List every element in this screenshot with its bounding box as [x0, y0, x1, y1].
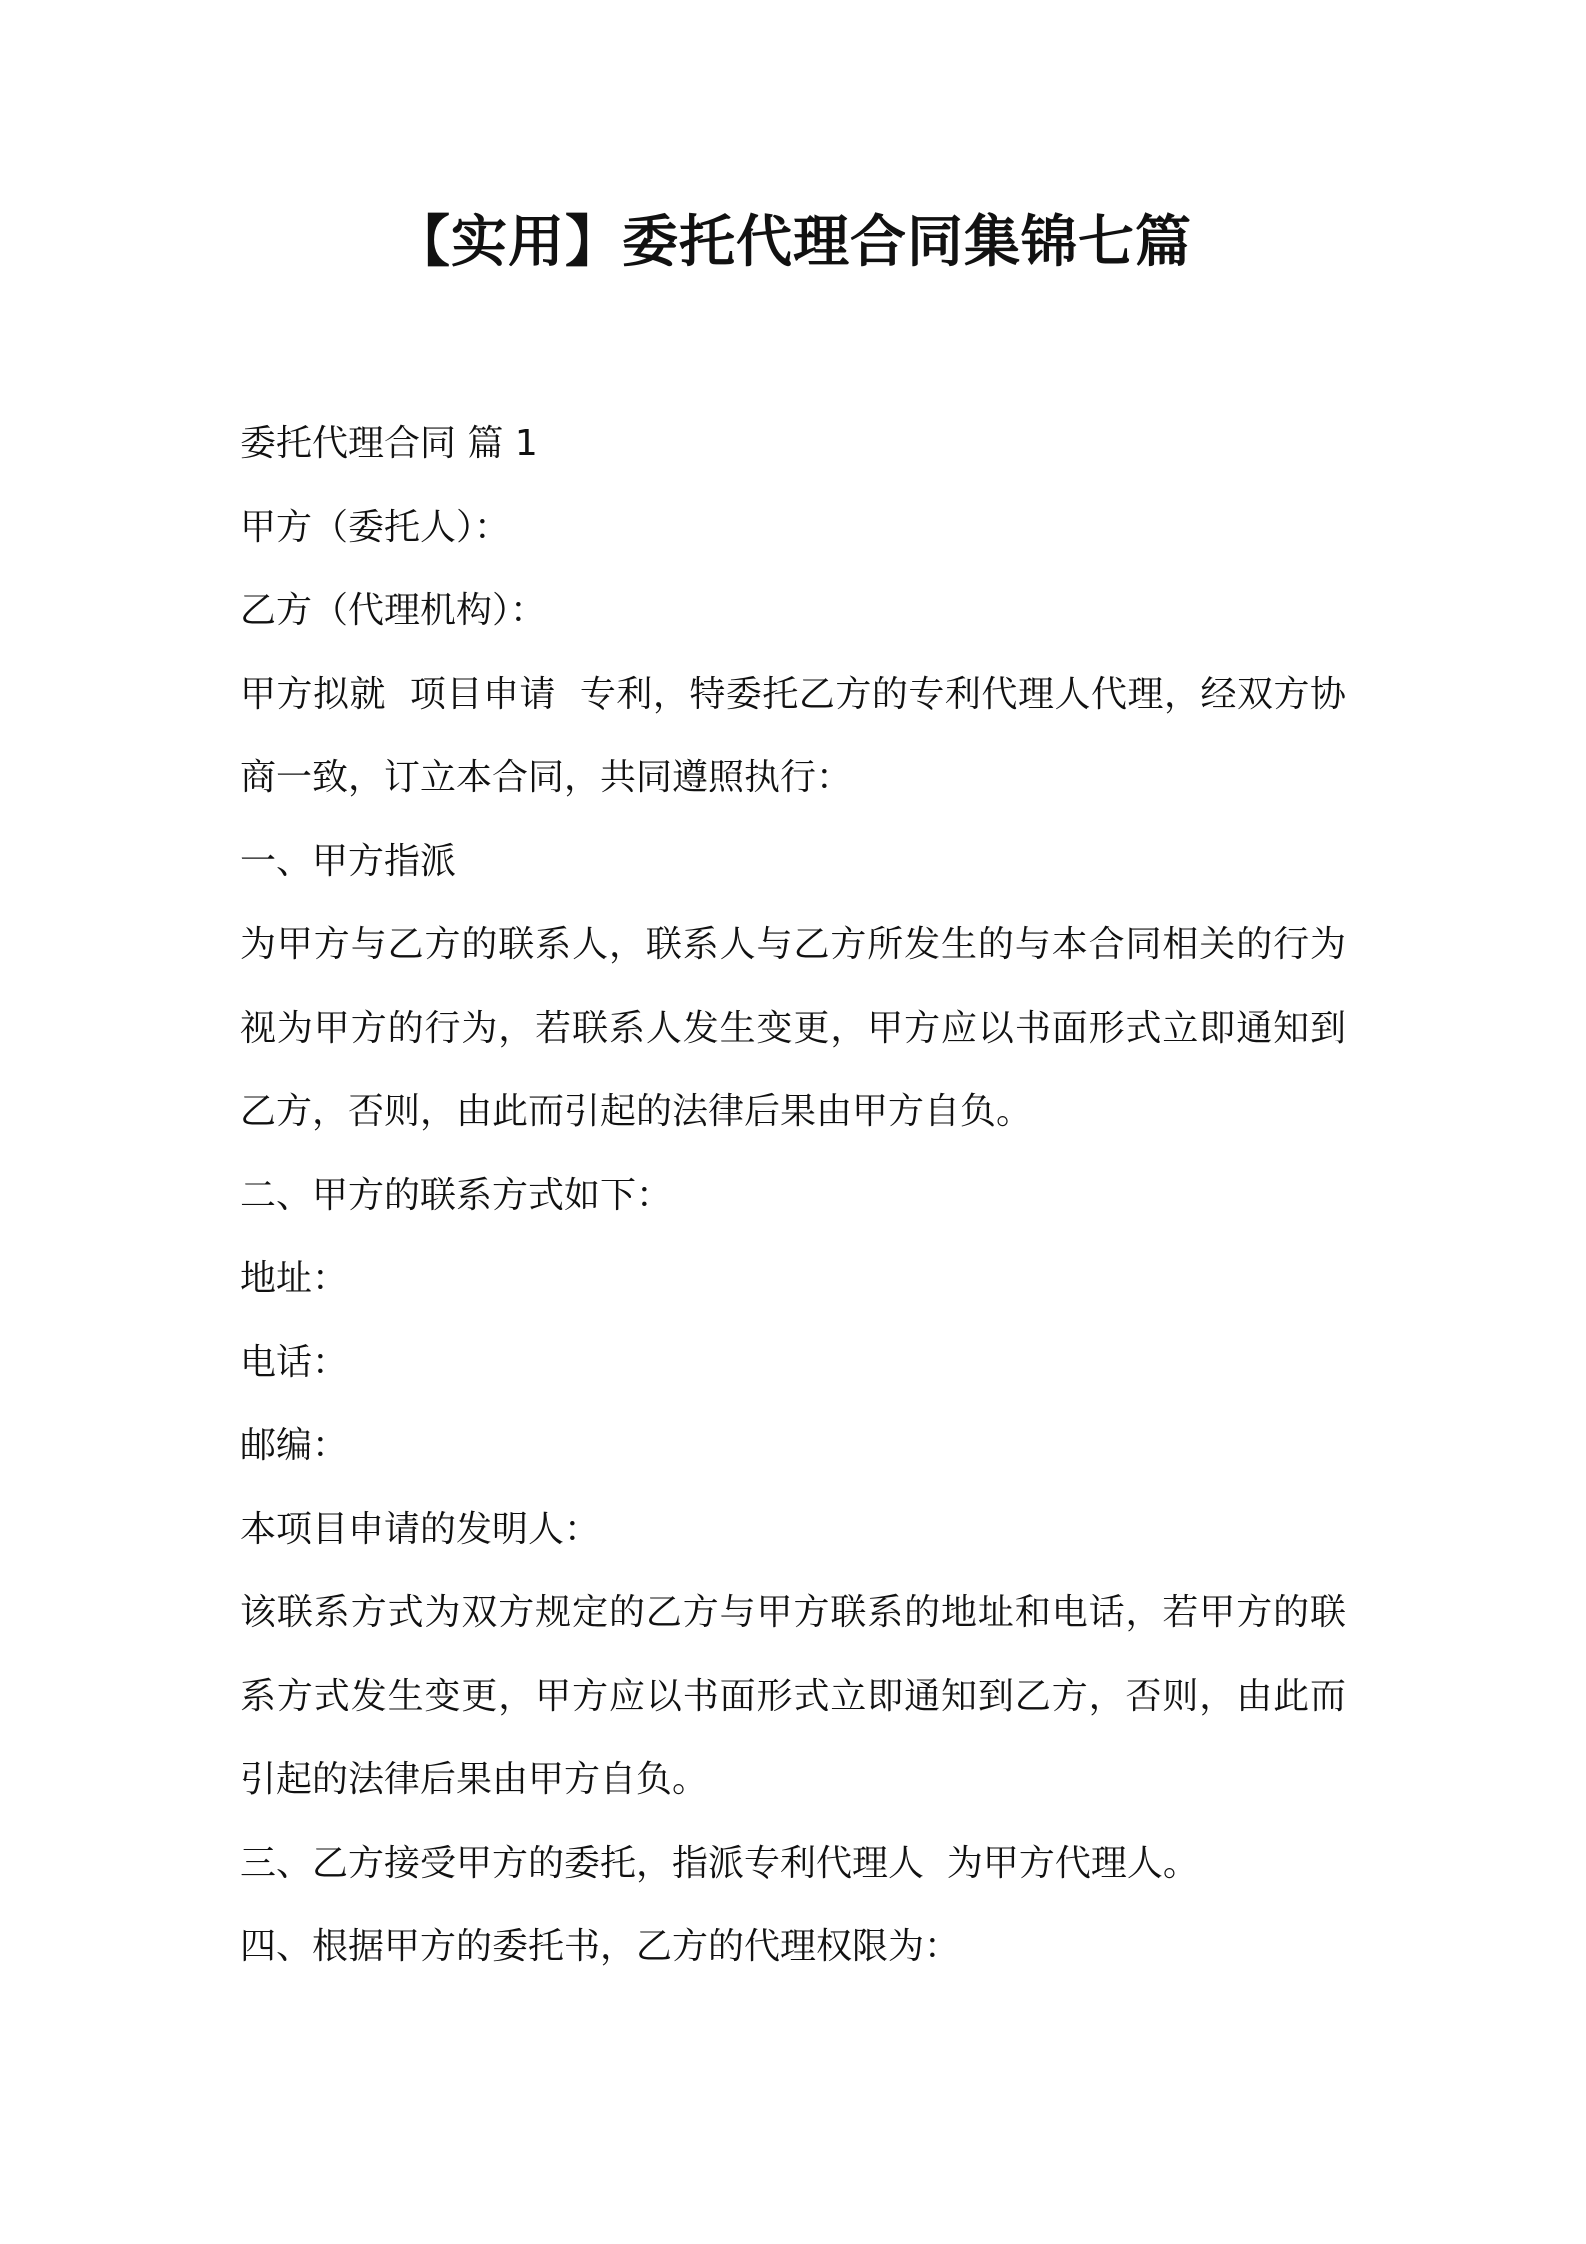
clause-4-paragraph: 四、根据甲方的委托书，乙方的代理权限为：	[240, 1926, 961, 1967]
postcode-field: 邮编：	[240, 1425, 349, 1466]
clause-1-heading: 一、甲方指派	[240, 840, 457, 882]
party-b-line: 乙方（代理机构）：	[240, 590, 547, 631]
clause-3-paragraph: 三、乙方接受甲方的委托，指派专利代理人 为甲方代理人。	[240, 1842, 1199, 1884]
inventor-field: 本项目申请的发明人：	[240, 1508, 601, 1550]
document-body	[240, 402, 1346, 1989]
phone-field: 电话：	[240, 1341, 349, 1383]
contact-clause-paragraph: 该联系方式为双方规定的乙方与甲方联系的地址和电话，若甲方的联系方式发生变更，甲方应以书面形式立即通知到乙方，否则，由此而引起的法律后果由甲方自负。	[240, 1592, 1346, 1800]
party-a-line: 甲方（委托人）：	[240, 506, 511, 548]
clause-1-paragraph: 为甲方与乙方的联系人，联系人与乙方所发生的与本合同相关的行为视为甲方的行为，若联系人发生变更，甲方应以书面形式立即通知到乙方，否则，由此而引起的法律后果由甲方自负。	[240, 924, 1346, 1132]
document-title: 【实用】委托代理合同集锦七篇	[394, 210, 1192, 275]
preamble-paragraph: 甲方拟就 项目申请 专利，特委托乙方的专利代理人代理，经双方协商一致，订立本合同，共同遵照执行：	[240, 673, 1346, 798]
clause-2-heading: 二、甲方的联系方式如下：	[240, 1174, 673, 1216]
section-heading: 委托代理合同 篇 1	[240, 423, 538, 464]
address-field: 地址：	[240, 1258, 349, 1299]
